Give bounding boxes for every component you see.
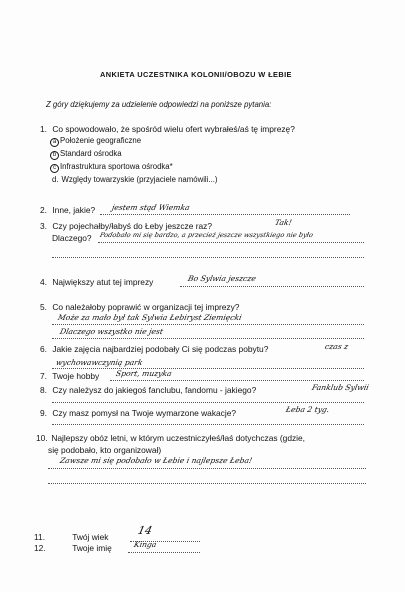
question-5 [40, 303, 239, 311]
answer-12[interactable]: Kinga [133, 540, 158, 549]
question-12 [34, 544, 112, 552]
answer-line [52, 338, 364, 339]
question-number: 3. [40, 221, 47, 231]
question-text: Twój wiek [72, 532, 109, 542]
question-number: 2. [40, 205, 47, 215]
question-text: Najlepszy obóz letni, w którym uczestniczyłeś/łaś dotychczas (gdzie, [51, 433, 306, 443]
answer-line [98, 242, 364, 243]
question-3 [40, 222, 212, 230]
answer-line [48, 468, 366, 469]
answer-7[interactable]: Sport, muzyka [115, 369, 173, 378]
question-2 [40, 206, 95, 214]
option-label: Względy towarzyskie (przyjaciele namówili...) [61, 175, 218, 184]
question-number: 8. [40, 385, 47, 395]
answer-5-line1[interactable]: Może za mało był tak Sylwia Łebiryst Ziemięcki [57, 313, 243, 322]
answer-line [128, 552, 200, 553]
question-number: 9. [40, 408, 47, 418]
answer-line [52, 257, 364, 258]
question-number: 6. [40, 344, 47, 354]
survey-title: ANKIETA UCZESTNIKA KOLONII/OBOZU W ŁEBIE [100, 70, 292, 79]
answer-11[interactable]: 14 [136, 524, 154, 537]
option-d[interactable] [52, 176, 218, 184]
answer-3[interactable]: Tak! [274, 218, 293, 227]
option-a[interactable] [50, 137, 141, 147]
option-c[interactable] [50, 163, 173, 173]
circled-letter: b [50, 151, 59, 160]
question-text: Twoje imię [72, 543, 112, 553]
question-10-cont: się podobało, kto organizował) [48, 445, 162, 455]
question-text: Największy atut tej imprezy [52, 277, 154, 287]
answer-2[interactable]: jestem stąd Wiemka [111, 203, 191, 212]
answer-line [52, 402, 364, 403]
answer-9[interactable]: Łeba 2 tyg. [285, 405, 331, 414]
question-8 [40, 386, 256, 394]
question-9 [40, 409, 236, 417]
question-1 [40, 125, 295, 133]
answer-line [52, 424, 364, 425]
option-label: Standard ośrodka [60, 149, 122, 158]
answer-line [100, 214, 350, 215]
question-3-why: Dlaczego? [52, 233, 92, 243]
question-text: Czy pojechałby/łabyś do Łeby jeszcze raz? [52, 221, 213, 231]
question-number: 4. [40, 277, 47, 287]
option-letter: d. [52, 175, 59, 184]
question-number: 10. [36, 433, 48, 443]
answer-6-line2[interactable]: wychowawczynią park [55, 358, 144, 367]
answer-4[interactable]: Bo Sylwia jeszcze [187, 274, 257, 283]
question-text: Co należałoby poprawić w organizacji tej imprezy? [52, 302, 240, 312]
option-label: Infrastruktura sportowa ośrodka* [60, 162, 173, 171]
question-text: Czy należysz do jakiegoś fanclubu, fandomu - jakiego? [52, 385, 257, 395]
question-text: Jakie zajęcia najbardziej podobały Ci się podczas pobytu? [52, 344, 269, 354]
circled-letter: c [50, 164, 59, 173]
question-number: 1. [40, 124, 47, 134]
question-text: Co spowodowało, że spośród wielu ofert wybrałeś/aś tę imprezę? [52, 124, 295, 134]
answer-3-why[interactable]: Podobało mi się bardzo, a przecież jeszcze wszystkiego nie było [99, 231, 314, 239]
circled-letter: a [50, 138, 59, 147]
question-text: Czy masz pomysł na Twoje wymarzone wakacje? [52, 408, 237, 418]
answer-line [52, 368, 364, 369]
question-6 [40, 345, 268, 353]
option-label: Położenie geograficzne [60, 136, 142, 145]
option-b[interactable] [50, 150, 122, 160]
answer-5-line2[interactable]: Dlaczego wszystko nie jest [59, 327, 164, 336]
answer-6-line1[interactable]: czas z [324, 342, 350, 351]
question-10 [36, 434, 305, 442]
question-number: 12. [34, 543, 46, 553]
answer-line [180, 286, 364, 287]
question-7 [40, 372, 99, 380]
answer-10[interactable]: Zawsze mi się podobało w Łebie i najlepsze Łeba! [59, 456, 254, 465]
question-number: 11. [34, 532, 46, 542]
answer-line [52, 324, 364, 325]
question-text: Twoje hobby [52, 371, 100, 381]
survey-intro: Z góry dziękujemy za udzielenie odpowiedzi na poniższe pytania: [46, 100, 272, 109]
answer-8[interactable]: Fanklub Sylwii [311, 383, 370, 392]
question-number: 5. [40, 302, 47, 312]
question-4 [40, 278, 153, 286]
question-11 [34, 533, 109, 541]
answer-line [110, 380, 364, 381]
answer-line [48, 483, 366, 484]
question-text: Inne, jakie? [52, 205, 96, 215]
question-number: 7. [40, 371, 47, 381]
